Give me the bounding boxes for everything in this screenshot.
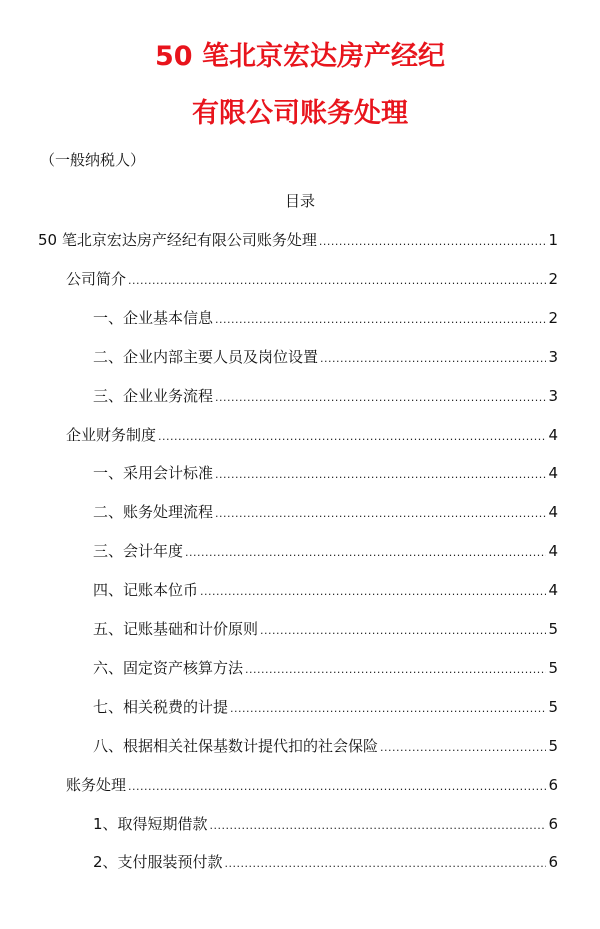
toc-entry-label: 四、记账本位币 <box>93 581 199 600</box>
toc-entry-label: 六、固定资产核算方法 <box>93 658 244 677</box>
document-title-line-1: 50 笔北京宏达房产经纪 <box>155 41 445 72</box>
toc-leader-dots <box>215 388 546 408</box>
toc-entry-page: 3 <box>548 386 558 405</box>
toc-entry[interactable] <box>93 502 558 524</box>
toc-entry-page: 4 <box>548 503 558 522</box>
toc-entry-label: 二、企业内部主要人员及岗位设置 <box>93 347 319 366</box>
toc-entry[interactable] <box>93 736 558 758</box>
toc-entry-page: 2 <box>548 308 558 327</box>
toc-leader-dots <box>245 660 546 680</box>
document-subtitle: （一般纳税人） <box>40 151 146 169</box>
toc-leader-dots <box>128 271 546 291</box>
toc-entry[interactable] <box>93 541 558 563</box>
toc-entry-page: 5 <box>548 620 558 638</box>
toc-entry[interactable] <box>93 814 558 836</box>
toc-entry-page: 5 <box>548 658 558 677</box>
toc-entry[interactable] <box>93 619 558 641</box>
toc-leader-dots <box>128 777 546 797</box>
toc-leader-dots <box>158 427 546 447</box>
toc-leader-dots <box>215 504 546 524</box>
toc-entry[interactable] <box>93 658 558 680</box>
toc-leader-dots <box>200 582 546 602</box>
toc-entry-page: 4 <box>548 542 558 561</box>
document-title-line-2: 有限公司账务处理 <box>192 98 408 129</box>
toc-entry-label: 一、企业基本信息 <box>93 308 214 327</box>
toc-entry[interactable] <box>93 580 558 602</box>
toc-entry-label: 三、企业业务流程 <box>93 386 214 405</box>
toc-leader-dots <box>215 465 546 485</box>
toc-entry-label: 1、取得短期借款 <box>93 814 208 833</box>
toc-entry-label: 二、账务处理流程 <box>93 503 214 522</box>
toc-entry-page: 5 <box>548 736 558 755</box>
toc-entry[interactable] <box>93 386 558 408</box>
toc-leader-dots <box>230 699 546 719</box>
toc-entry[interactable] <box>93 697 558 719</box>
toc-entry-page: 4 <box>548 581 558 600</box>
toc-heading: 目录 <box>284 192 315 210</box>
toc-entry[interactable] <box>93 463 558 485</box>
toc-leader-dots <box>215 310 546 330</box>
toc-entry-page: 6 <box>548 853 558 872</box>
toc-entry-page: 5 <box>548 697 558 716</box>
toc-entry[interactable] <box>93 308 558 330</box>
toc-entry-label: 公司简介 <box>66 269 127 288</box>
toc-entry-page: 4 <box>548 425 558 444</box>
toc-entry-label: 八、根据相关社保基数计提代扣的社会保险 <box>93 736 379 755</box>
toc-entry-label: 50 笔北京宏达房产经纪有限公司账务处理 <box>38 231 317 249</box>
toc-entry-label: 五、记账基础和计价原则 <box>93 620 259 638</box>
toc-entry-page: 6 <box>548 814 558 833</box>
toc-entry[interactable] <box>66 269 558 291</box>
toc-leader-dots <box>225 854 547 874</box>
toc-leader-dots <box>210 816 547 836</box>
toc-leader-dots <box>320 349 546 369</box>
toc-entry-label: 2、支付服装预付款 <box>93 853 223 872</box>
toc-entry[interactable] <box>93 347 558 369</box>
toc-entry[interactable] <box>38 230 558 252</box>
toc-leader-dots <box>260 621 546 641</box>
toc-entry[interactable] <box>66 775 558 797</box>
toc-entry-label: 三、会计年度 <box>93 542 184 561</box>
toc-entry-label: 账务处理 <box>66 775 127 794</box>
toc-entry[interactable] <box>66 425 558 447</box>
toc-entry-label: 七、相关税费的计提 <box>93 697 229 716</box>
toc-entry-label: 企业财务制度 <box>66 425 157 444</box>
toc-entry-page: 2 <box>548 269 558 288</box>
toc-entry-page: 1 <box>548 231 558 249</box>
toc-entry[interactable] <box>93 852 558 874</box>
toc-leader-dots <box>380 738 546 758</box>
toc-entry-label: 一、采用会计标准 <box>93 464 214 483</box>
toc-entry-page: 4 <box>548 464 558 483</box>
toc-leader-dots <box>185 543 546 563</box>
toc-entry-page: 6 <box>548 775 558 794</box>
toc-leader-dots <box>319 232 547 252</box>
toc-entry-page: 3 <box>548 347 558 366</box>
